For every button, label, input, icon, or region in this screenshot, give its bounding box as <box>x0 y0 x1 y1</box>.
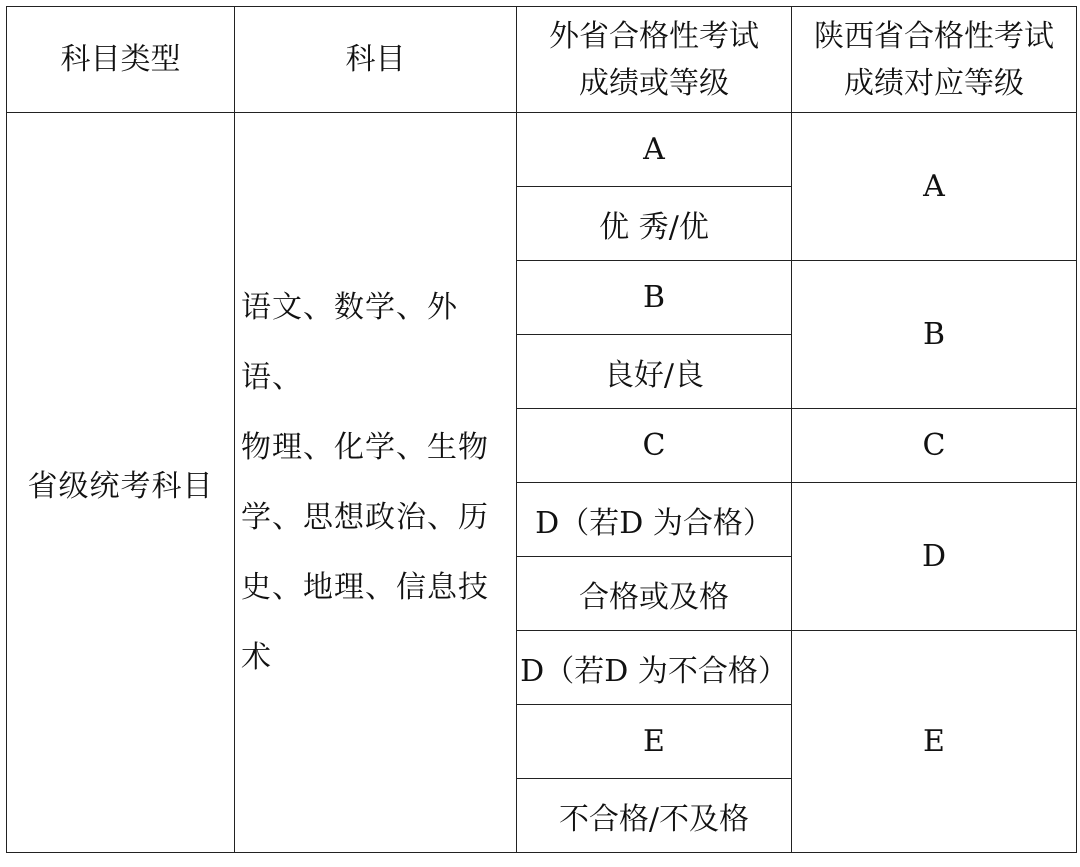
header-shaanxi-line1: 陕西省合格性考试 <box>814 18 1054 54</box>
shaanxi-grade-cell <box>792 631 1077 853</box>
header-row <box>7 7 1077 113</box>
header-subject-type-text: 科目类型 <box>60 42 181 77</box>
other-province-grade: 良好/良 <box>603 357 705 393</box>
other-province-grade-cell <box>517 779 792 853</box>
other-province-grade: 合格或及格 <box>579 579 729 615</box>
other-province-grade: C <box>642 428 666 463</box>
subjects-line: 术 <box>241 639 272 675</box>
header-other-province-line1: 外省合格性考试 <box>549 18 759 54</box>
other-province-grade: 不合格/不及格 <box>558 801 750 837</box>
other-province-grade: D（若D 为不合格） <box>520 653 788 689</box>
shaanxi-grade: E <box>923 724 945 759</box>
table-row <box>7 113 1077 187</box>
other-province-grade: E <box>643 724 665 759</box>
subjects-line: 学、思想政治、历 <box>241 499 489 535</box>
other-province-grade: D（若D 为合格） <box>535 505 773 541</box>
other-province-grade-cell <box>517 335 792 409</box>
subjects-line: 语文、数学、外语、 <box>241 289 458 395</box>
other-province-grade: A <box>643 132 665 167</box>
header-shaanxi-line2: 成绩对应等级 <box>844 65 1024 101</box>
shaanxi-grade: D <box>921 539 947 574</box>
shaanxi-grade-cell <box>792 483 1077 631</box>
other-province-grade: 优 秀/优 <box>599 209 709 245</box>
other-province-grade: B <box>642 280 666 315</box>
header-shaanxi <box>792 7 1077 113</box>
other-province-grade-cell <box>517 409 792 483</box>
other-province-grade-cell <box>517 483 792 557</box>
shaanxi-grade: C <box>922 428 946 463</box>
subjects-line: 史、地理、信息技 <box>241 569 489 605</box>
other-province-grade-cell <box>517 113 792 187</box>
other-province-grade-cell <box>517 557 792 631</box>
subject-type-text: 省级统考科目 <box>27 468 214 504</box>
shaanxi-grade-cell <box>792 113 1077 261</box>
other-province-grade-cell <box>517 705 792 779</box>
shaanxi-grade-cell <box>792 261 1077 409</box>
subject-type-cell <box>7 113 235 853</box>
header-subject-type <box>7 7 235 113</box>
header-other-province-line2: 成绩或等级 <box>579 65 729 101</box>
shaanxi-grade-cell <box>792 409 1077 483</box>
header-subject <box>235 7 517 113</box>
shaanxi-grade: B <box>922 317 946 352</box>
header-other-province <box>517 7 792 113</box>
subjects-line: 物理、化学、生物 <box>241 429 489 465</box>
subjects-cell <box>235 113 517 853</box>
other-province-grade-cell <box>517 631 792 705</box>
shaanxi-grade: A <box>923 169 945 204</box>
other-province-grade-cell <box>517 187 792 261</box>
other-province-grade-cell <box>517 261 792 335</box>
grade-conversion-table <box>6 6 1077 853</box>
header-subject-text: 科目 <box>345 42 406 77</box>
